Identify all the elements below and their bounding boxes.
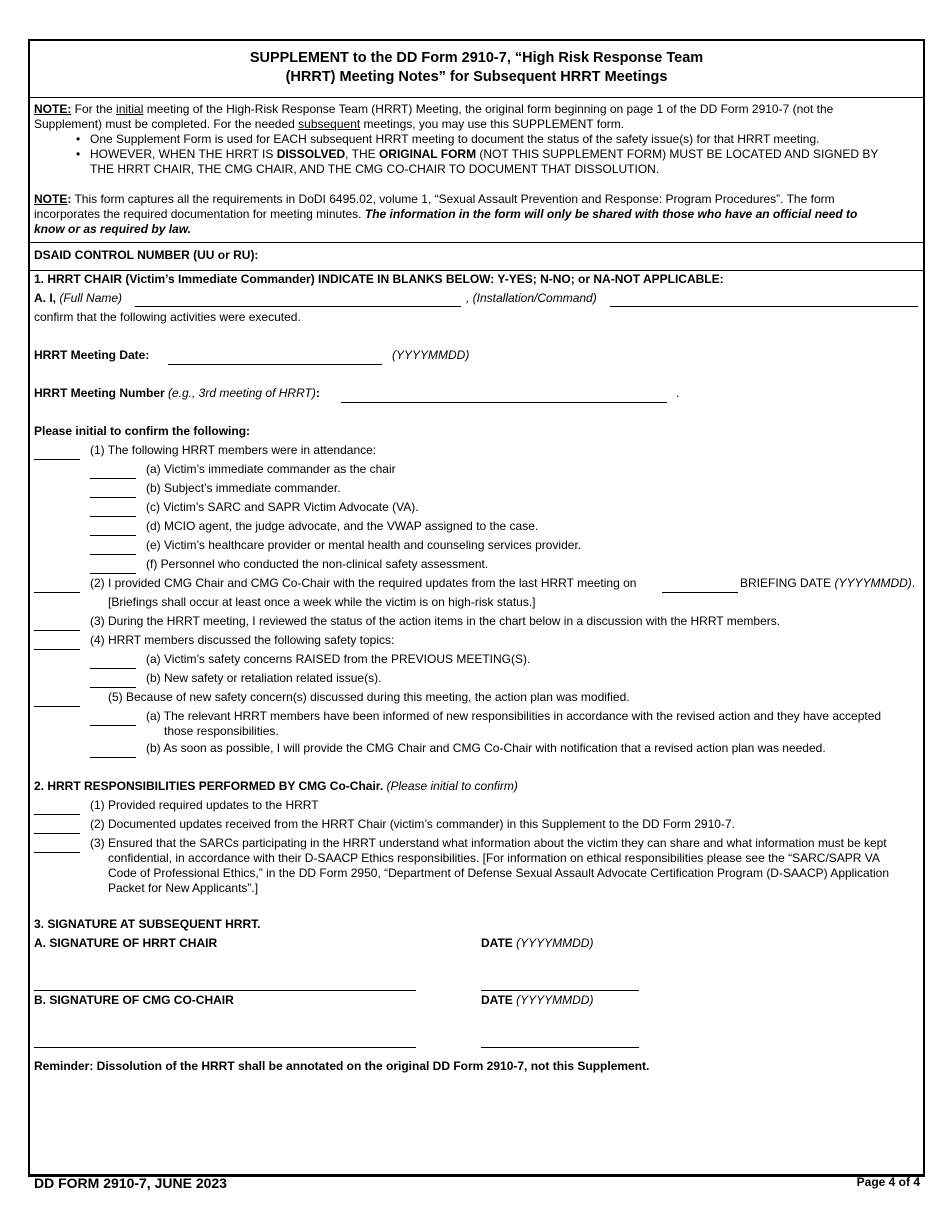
briefing-date-input[interactable]	[662, 578, 738, 593]
section2-heading: 2. HRRT RESPONSIBILITIES PERFORMED BY CMG Co-Chair. (Please initial to confirm)	[34, 779, 518, 793]
note1-line2: Supplement) must be completed. For the needed subsequent meetings, you may use this SUPPLEMENT form.	[34, 117, 625, 131]
dsaid-input[interactable]	[270, 246, 910, 260]
initial-box-item2[interactable]	[34, 578, 80, 593]
note1-bullet-2: • HOWEVER, WHEN THE HRRT IS DISSOLVED, THE ORIGINAL FORM (NOT THIS SUPPLEMENT FORM) MUST BE LOCATED AND SIGNED BY	[90, 147, 878, 162]
note1-bullet-1: • One Supplement Form is used for EACH subsequent HRRT meeting to document the status of the safety issue(s) for that HRRT meeting.	[90, 132, 819, 147]
s2-item3-text-l2: confidential, in accordance with their D-SAACP Ethics responsibilities. [For information on ethical responsibilities please see the “SARC/SAPR VA	[108, 851, 880, 865]
dsaid-label: DSAID CONTROL NUMBER (UU or RU):	[34, 248, 259, 262]
item2-text: (2) I provided CMG Chair and CMG Co-Chair with the required updates from the last HRRT meeting on	[90, 576, 637, 590]
meeting-number-input[interactable]	[341, 388, 667, 403]
form-frame	[28, 39, 925, 1177]
full-name-label: A. I, (Full Name)	[34, 291, 123, 305]
note2-line3: know or as required by law.	[34, 222, 191, 236]
item5a-text-cont: those responsibilities.	[164, 724, 279, 738]
initial-box-1c[interactable]	[90, 502, 136, 517]
item4a-text: (a) Victim’s safety concerns RAISED from the PREVIOUS MEETING(S).	[146, 652, 531, 666]
section1-heading: 1. HRRT CHAIR (Victim’s Immediate Commander) INDICATE IN BLANKS BELOW: Y-YES; N-NO; or NA-NOT APPLICABLE:	[34, 272, 724, 286]
initial-box-item5[interactable]	[34, 692, 80, 707]
cochair-signature-label: B. SIGNATURE OF CMG CO-CHAIR	[34, 993, 234, 1007]
initial-box-1b[interactable]	[90, 483, 136, 498]
confirm-text: confirm that the following activities were executed.	[34, 310, 301, 324]
initial-box-s2-3[interactable]	[34, 838, 80, 853]
page-number: Page 4 of 4	[856, 1175, 920, 1189]
meeting-date-input[interactable]	[168, 350, 382, 365]
chair-date-label: DATE (YYYYMMDD)	[481, 936, 594, 950]
chair-signature-field[interactable]	[34, 970, 416, 991]
item1d-text: (d) MCIO agent, the judge advocate, and the VWAP assigned to the case.	[146, 519, 539, 533]
initial-box-5a[interactable]	[90, 711, 136, 726]
initial-box-1a[interactable]	[90, 464, 136, 479]
divider	[30, 270, 923, 271]
item5a-text: (a) The relevant HRRT members have been informed of new responsibilities in accordance with the revised action and they have accepted	[146, 709, 882, 723]
briefing-date-label: BRIEFING DATE (YYYYMMDD).	[740, 576, 916, 590]
chair-date-field[interactable]	[481, 970, 639, 991]
reminder-text: Reminder: Dissolution of the HRRT shall be annotated on the original DD Form 2910-7, not this Supplement.	[34, 1059, 650, 1073]
item5-text: (5) Because of new safety concern(s) discussed during this meeting, the action plan was modified.	[108, 690, 630, 704]
s2-item1-text: (1) Provided required updates to the HRRT	[90, 798, 319, 812]
item4-text: (4) HRRT members discussed the following safety topics:	[90, 633, 395, 647]
meeting-date-format: (YYYYMMDD)	[392, 348, 470, 362]
item4b-text: (b) New safety or retaliation related issue(s).	[146, 671, 382, 685]
note1-line1: NOTE: For the initial meeting of the High-Risk Response Team (HRRT) Meeting, the original form beginning on page 1 of the DD Form 2910-7 (not the	[34, 102, 834, 116]
initial-box-s2-1[interactable]	[34, 800, 80, 815]
item3-text: (3) During the HRRT meeting, I reviewed the status of the action items in the chart below in a discussion with the HRRT members.	[90, 614, 781, 628]
item2-note: [Briefings shall occur at least once a week while the victim is on high-risk status.]	[108, 595, 536, 609]
cochair-date-field[interactable]	[481, 1027, 639, 1048]
s2-item3-text: (3) Ensured that the SARCs participating in the HRRT understand what information about the victim they can share and what information must be kept	[90, 836, 887, 850]
item5b-text: (b) As soon as possible, I will provide the CMG Chair and CMG Co-Chair with notification that a revised action plan was needed.	[146, 741, 826, 755]
title-line-1: SUPPLEMENT to the DD Form 2910-7, “High Risk Response Team	[249, 50, 704, 66]
item1c-text: (c) Victim’s SARC and SAPR Victim Advocate (VA).	[146, 500, 419, 514]
divider	[30, 97, 923, 98]
initial-box-item1[interactable]	[34, 445, 80, 460]
cochair-date-label: DATE (YYYYMMDD)	[481, 993, 594, 1007]
s2-item3-text-l4: Packet for New Applicants”.]	[108, 881, 259, 895]
form-title	[30, 49, 923, 87]
note2-line1: NOTE: This form captures all the requirements in DoDI 6495.02, volume 1, “Sexual Assault Prevention and Response: Program Procedures”. The form	[34, 192, 835, 206]
installation-label: , (Installation/Command)	[466, 291, 597, 305]
s2-item3-text-l3: Code of Professional Ethics,” in the DD Form 2950, “Department of Defense Sexual Assault Advocate Certification Program (D-SAACP) Application	[108, 866, 890, 880]
section3-heading: 3. SIGNATURE AT SUBSEQUENT HRRT.	[34, 917, 261, 931]
initial-box-4b[interactable]	[90, 673, 136, 688]
initial-box-1f[interactable]	[90, 559, 136, 574]
item1-text: (1) The following HRRT members were in attendance:	[90, 443, 377, 457]
divider	[30, 242, 923, 243]
item1a-text: (a) Victim’s immediate commander as the chair	[146, 462, 396, 476]
initial-box-1e[interactable]	[90, 540, 136, 555]
note2-line2: incorporates the required documentation for meeting minutes. The information in the form will only be shared with those who have an official need to	[34, 207, 858, 221]
initial-box-5b[interactable]	[90, 743, 136, 758]
title-line-2: (HRRT) Meeting Notes” for Subsequent HRRT Meetings	[285, 69, 668, 85]
initial-box-4a[interactable]	[90, 654, 136, 669]
full-name-input[interactable]	[135, 292, 461, 307]
meeting-date-label: HRRT Meeting Date:	[34, 348, 150, 362]
initial-box-1d[interactable]	[90, 521, 136, 536]
initial-box-item4[interactable]	[34, 635, 80, 650]
chair-signature-label: A. SIGNATURE OF HRRT CHAIR	[34, 936, 218, 950]
initial-box-item3[interactable]	[34, 616, 80, 631]
item1f-text: (f) Personnel who conducted the non-clinical safety assessment.	[146, 557, 489, 571]
meeting-number-period: .	[676, 386, 680, 400]
form-id: DD FORM 2910-7, JUNE 2023	[34, 1175, 227, 1191]
s2-item2-text: (2) Documented updates received from the HRRT Chair (victim’s commander) in this Supplement to the DD Form 2910-7.	[90, 817, 735, 831]
item1e-text: (e) Victim’s healthcare provider or mental health and counseling services provider.	[146, 538, 582, 552]
initial-box-s2-2[interactable]	[34, 819, 80, 834]
meeting-number-label: HRRT Meeting Number (e.g., 3rd meeting of HRRT):	[34, 386, 320, 400]
installation-input[interactable]	[610, 292, 918, 307]
cochair-signature-field[interactable]	[34, 1027, 416, 1048]
note1-bullet-2-cont: THE HRRT CHAIR, THE CMG CHAIR, AND THE CMG CO-CHAIR TO DOCUMENT THAT DISSOLUTION.	[90, 162, 660, 176]
initial-heading: Please initial to confirm the following:	[34, 424, 251, 438]
item1b-text: (b) Subject’s immediate commander.	[146, 481, 341, 495]
